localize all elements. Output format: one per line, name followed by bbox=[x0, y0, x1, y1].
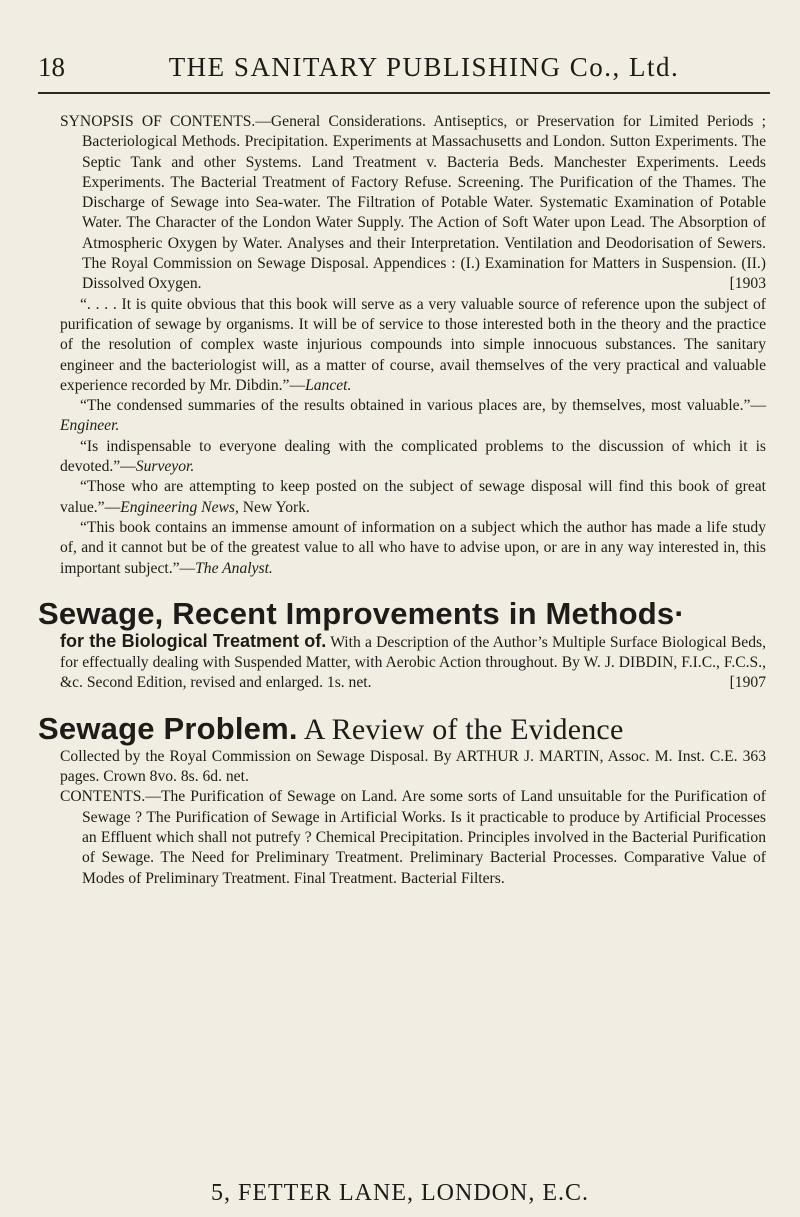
book-contents-text: —The Purification of Sewage on Land. Are some sorts of Land unsuitable for the Purification of Sewage ? The Purification of Sewage in Artificial Works. Is it practicable to produce by Artificial Processes an Effluent which shall not putrefy ? Chemical Precipitation. Principles involved in the Bacterial Purification of Sewage. The Need for Preliminary Treatment. Preliminary Bacterial Processes. Comparative Value of Modes of Preliminary Treatment. Final Treatment. Bacterial Filters. bbox=[82, 788, 766, 887]
publisher-address: 5, FETTER LANE, LONDON, E.C. bbox=[211, 1180, 589, 1206]
review-source: Surveyor. bbox=[135, 458, 195, 476]
book-title-bold: Sewage Problem. bbox=[38, 710, 298, 746]
page-number: 18 bbox=[38, 52, 65, 82]
book-description-text: With a Description of the Author’s Multiple Surface Biological Beds, for effectually dealing with Suspended Matter, with Aerobic Action throughout. By W. J. DIBDIN, F.I.C., F.C.S., &c. Second Edition, revised and enlarged. 1s. net. bbox=[60, 633, 766, 692]
review-source: The Analyst. bbox=[195, 559, 273, 577]
book-entry-sewage-problem bbox=[38, 710, 766, 889]
review-text: “The condensed summaries of the results obtained in various places are, by themselves, most valuable.”— bbox=[80, 397, 766, 415]
review-quote bbox=[60, 295, 766, 396]
review-quote bbox=[60, 477, 766, 518]
review-source-place: New York. bbox=[238, 498, 310, 516]
synopsis-paragraph bbox=[60, 112, 766, 295]
review-text: “Is indispensable to everyone dealing with the complicated problems to the discussion of which it is devoted.”— bbox=[60, 437, 766, 476]
review-quote bbox=[60, 518, 766, 579]
page-content bbox=[38, 112, 766, 889]
book-title bbox=[38, 712, 766, 747]
book-description-lead: for the Biological Treatment of. bbox=[60, 630, 327, 651]
review-text: “Those who are attempting to keep posted on the subject of sewage disposal will find this book of great value.”— bbox=[60, 478, 766, 516]
running-head: THE SANITARY PUBLISHING Co., Ltd. bbox=[168, 52, 680, 82]
synopsis-text: —General Considerations. Antiseptics, or Preservation for Limited Periods ; Bacteriological Methods. Precipitation. Experiments at Massachusetts and London. Sutton Experiments. The Septic Tank and other Systems. Land Treatment v. Bacteria Beds. Manchester Experiments. Leeds Experiments. The Bacterial Treatment of Factory Refuse. Screening. The Purification of the Thames. The Discharge of Sewage into Sea-water. The Filtration of Potable Water. Systematic Examination of Potable Water. The Character of the London Water Supply. The Action of Soft Water upon Lead. The Absorption of Atmospheric Oxygen by Water. Analyses and their Interpretation. Ventilation and Deodorisation of Sewers. The Royal Commission on Sewage Disposal. Appendices : (I.) Examination for Matters in Suspension. (II.) Dissolved Oxygen. bbox=[82, 113, 766, 293]
book-entry-sewage-methods bbox=[38, 595, 766, 694]
book-description bbox=[60, 631, 766, 694]
review-quote bbox=[60, 437, 766, 478]
book-contents bbox=[60, 787, 766, 888]
review-source: Engineer. bbox=[60, 417, 120, 435]
review-text: “This book contains an immense amount of information on a subject which the author has made a life study of, and it cannot but be of the greatest value to all who have to advise upon, or are in any way interested in, this important subject.”— bbox=[60, 518, 766, 577]
review-quote bbox=[60, 396, 766, 437]
book-description: Collected by the Royal Commission on Sewage Disposal. By ARTHUR J. MARTIN, Assoc. M. Inst. C.E. 363 pages. Crown 8vo. 8s. 6d. net. bbox=[60, 747, 766, 786]
book-contents-lead: CONTENTS. bbox=[60, 788, 146, 806]
page-header bbox=[38, 50, 770, 94]
review-source: Engineering News, bbox=[120, 498, 239, 516]
review-source: Lancet. bbox=[305, 376, 352, 394]
book-date: [1907 bbox=[729, 674, 766, 692]
book-title-rest: A Review of the Evidence bbox=[297, 712, 624, 746]
synopsis-lead: SYNOPSIS OF CONTENTS. bbox=[60, 113, 256, 130]
book-title: Sewage, Recent Improvements in Methods· bbox=[38, 595, 685, 631]
synopsis-date: [1903 bbox=[729, 275, 766, 293]
review-text: “. . . . It is quite obvious that this book will serve as a very valuable source of reference upon the subject of purification of sewage by organisms. It will be of service to those interested both in the theory and the practice of the resolution of complex waste injurious compounds into simple innocuous substances. The sanitary engineer and the bacteriologist will, as a matter of course, avail themselves of the very practical and valuable experience recorded by Mr. Dibdin.”— bbox=[60, 295, 766, 394]
